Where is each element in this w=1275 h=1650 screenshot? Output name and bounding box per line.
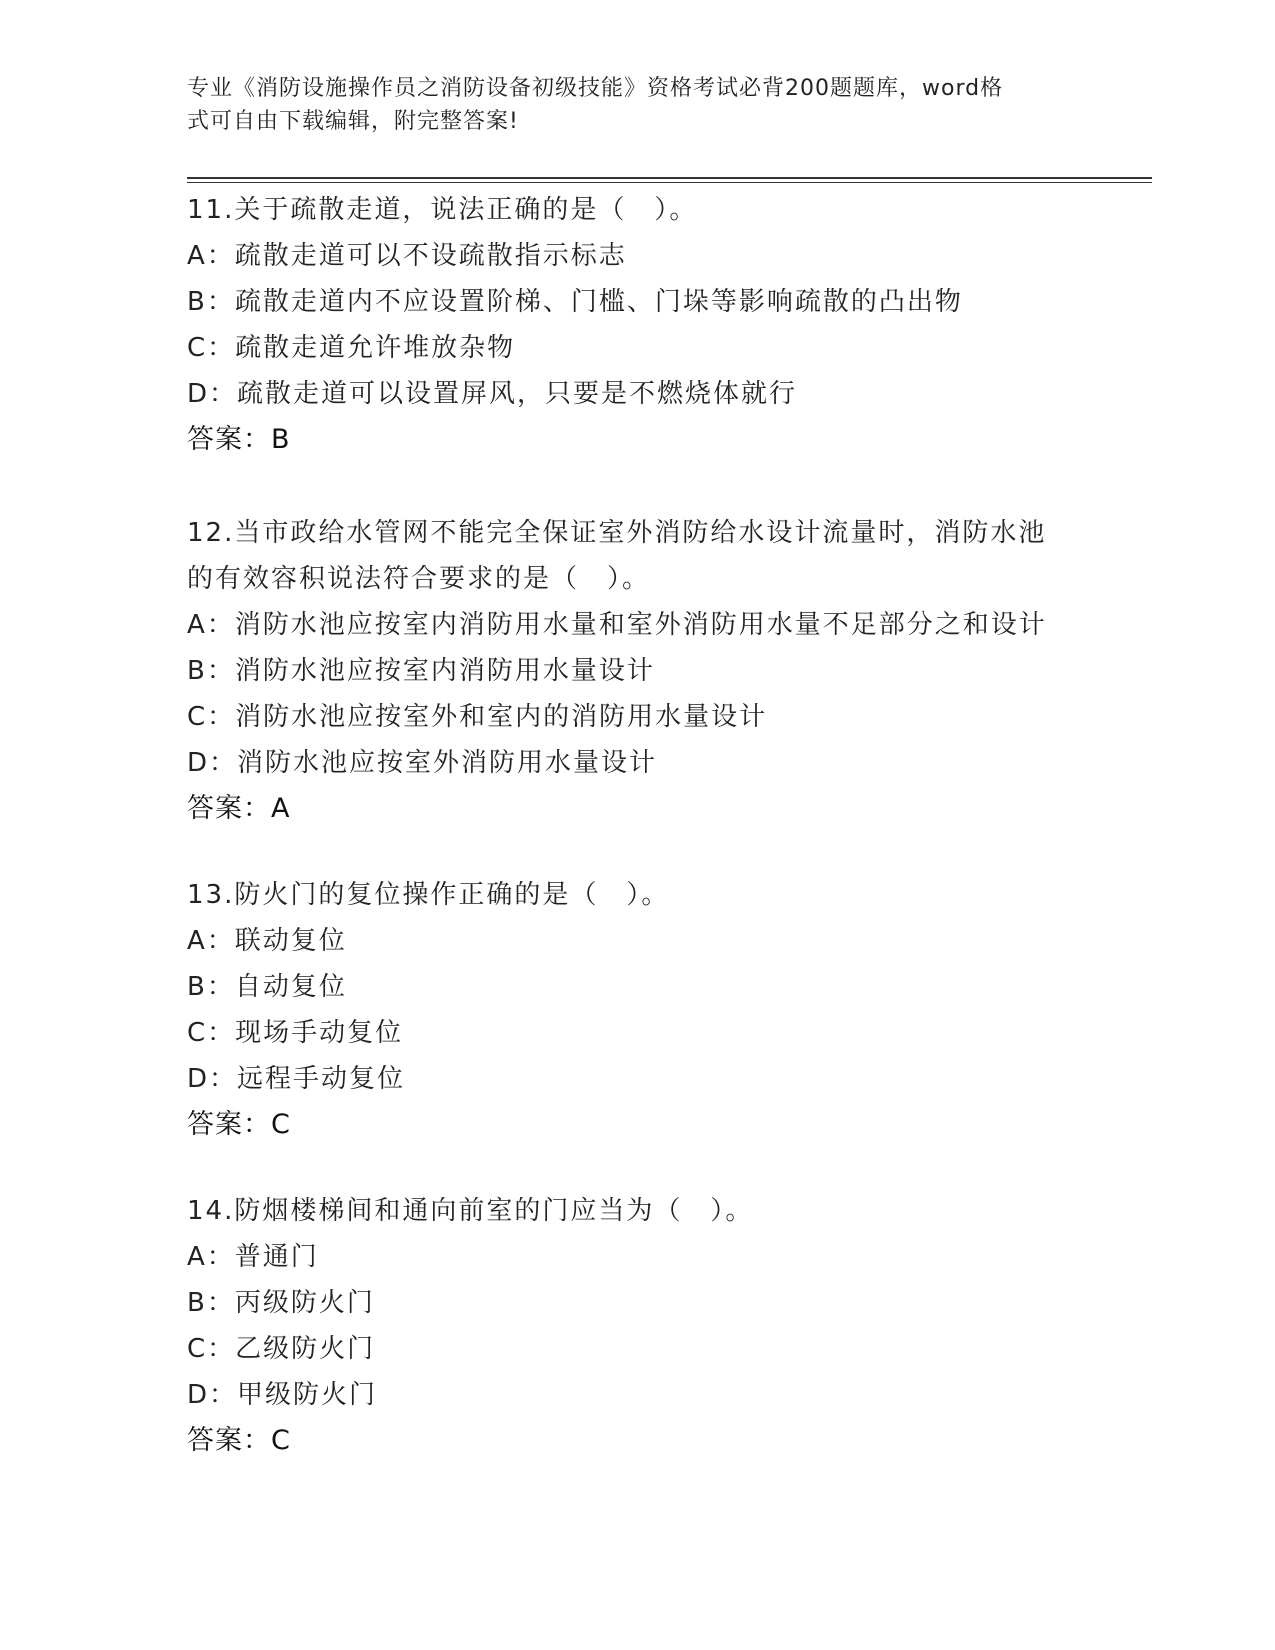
- question-stem: 12.当市政给水管网不能完全保证室外消防给水设计流量时，消防水池: [187, 518, 1047, 548]
- option-d: D：消防水池应按室外消防用水量设计: [187, 748, 658, 778]
- option-a: A：普通门: [187, 1242, 319, 1272]
- option-b: B：自动复位: [187, 972, 347, 1002]
- option-d: D：疏散走道可以设置屏风，只要是不燃烧体就行: [187, 379, 798, 409]
- question-stem: 14.防烟楼梯间和通向前室的门应当为（ ）。: [187, 1196, 754, 1226]
- header-line-1: 专业《消防设施操作员之消防设备初级技能》资格考试必背200题题库，word格: [187, 76, 1004, 101]
- answer: 答案：C: [187, 1109, 291, 1140]
- question-13: [187, 872, 1087, 1148]
- option-a: A：联动复位: [187, 926, 347, 956]
- option-b: B：消防水池应按室内消防用水量设计: [187, 656, 655, 686]
- option-b: B：疏散走道内不应设置阶梯、门槛、门垛等影响疏散的凸出物: [187, 287, 963, 317]
- question-14: [187, 1188, 1087, 1464]
- header-divider-thick: [187, 177, 1152, 179]
- option-a: A：消防水池应按室内消防用水量和室外消防用水量不足部分之和设计: [187, 610, 1047, 640]
- option-c: C：疏散走道允许堆放杂物: [187, 333, 516, 363]
- question-11: [187, 187, 1087, 463]
- header-line-2: 式可自由下载编辑，附完整答案!: [187, 109, 519, 134]
- header-divider-thin: [187, 182, 1152, 183]
- answer: 答案：B: [187, 424, 291, 455]
- question-12: [187, 510, 1087, 832]
- question-stem-continued: 的有效容积说法符合要求的是（ ）。: [187, 564, 651, 594]
- answer: 答案：C: [187, 1425, 291, 1456]
- answer: 答案：A: [187, 793, 291, 824]
- question-stem: 11.关于疏散走道，说法正确的是（ ）。: [187, 195, 698, 225]
- option-d: D：甲级防火门: [187, 1380, 378, 1410]
- option-c: C：乙级防火门: [187, 1334, 376, 1364]
- question-stem: 13.防火门的复位操作正确的是（ ）。: [187, 880, 670, 910]
- option-c: C：消防水池应按室外和室内的消防用水量设计: [187, 702, 768, 732]
- option-d: D：远程手动复位: [187, 1064, 406, 1094]
- option-b: B：丙级防火门: [187, 1288, 375, 1318]
- option-a: A：疏散走道可以不设疏散指示标志: [187, 241, 627, 271]
- option-c: C：现场手动复位: [187, 1018, 404, 1048]
- document-header: [187, 72, 1087, 138]
